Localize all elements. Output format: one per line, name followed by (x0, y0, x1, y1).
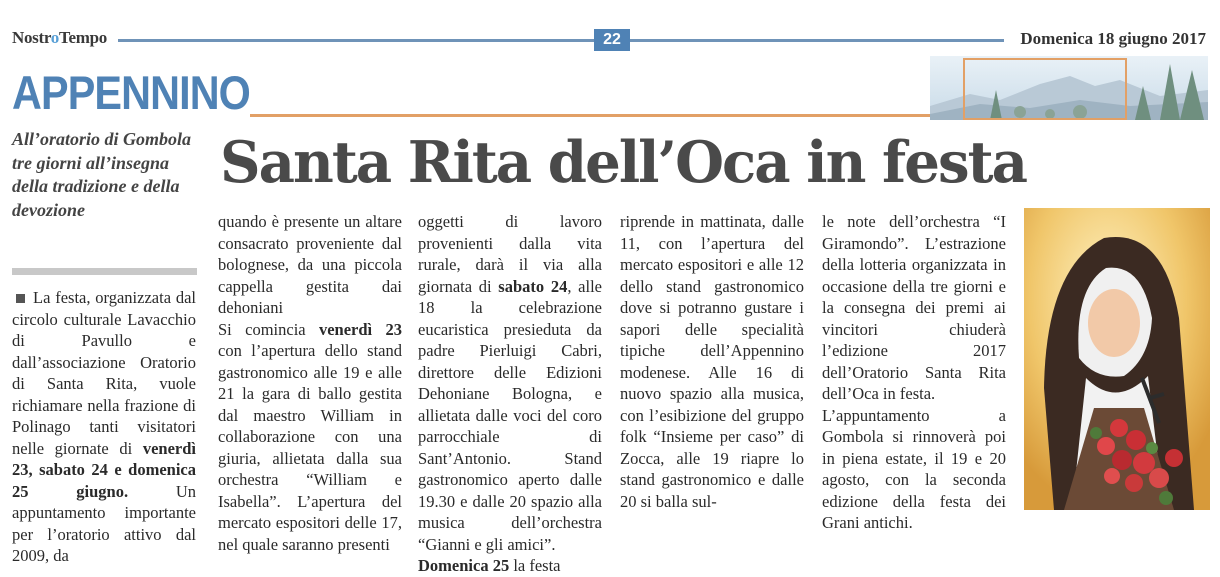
issue-date: Domenica 18 giugno 2017 (1020, 29, 1206, 48)
header-photo-frame (963, 58, 1127, 120)
headline: Santa Rita dell’Oca in festa (220, 129, 1026, 196)
masthead-rule-left (118, 39, 594, 42)
bullet-icon (16, 294, 25, 303)
article-column-3 (418, 211, 602, 577)
masthead (0, 26, 1220, 56)
masthead-rule-right (630, 39, 1004, 42)
paragraph: oggetti di lavoro provenienti dalla vita rurale, darà il via alla giornata di sabato 24, alle 18 la celebrazione eucaristica presieduta da padre Pierluigi Cabri, direttore delle Edizioni Dehoniane Bologna, e allietata dalle voci del coro parrocchiale di Sant’Antonio. Stand gastronomico aperto dalle 19.30 e dalle 20 spazio alla musica dell’orchestra “Gianni e gli amici”. (418, 212, 602, 554)
brand-logo: NostroTempo (12, 28, 107, 47)
subtitle-rule (12, 268, 197, 275)
paragraph: Si comincia venerdì 23 con l’apertura dello stand gastronomico alle 19 e alle 21 la gara di ballo gestita dal maestro William in collaborazione con una giuria, allietata dalla sua orchestra “William e Isabella”. L’apertura del mercato espositori delle 17, nel quale saranno presenti (218, 319, 402, 554)
paragraph: riprende in mattinata, dalle 11, con l’apertura del mercato espositori e alle 12 dello stand gastronomico dove si potranno gustare i sapori delle specialità tipiche dell’Appennino modenese. Alle 16 di nuovo spazio alla musica, con l’esibizione del gruppo folk “Insieme per caso” di Zocca, alle 19 riapre lo stand gastronomico e dalle 20 si balla sul- (620, 212, 804, 511)
page-number: 22 (594, 29, 630, 51)
subtitle: All’oratorio di Gombola tre giorni all’insegna della tradizione e della devozione (12, 129, 192, 220)
paragraph: le note dell’orchestra “I Giramondo”. L’estrazione della lotteria organizzata in occasione della tre giorni e la consegna dei premi ai vincitori chiuderà l’edizione 2017 dell’Oratorio Santa Rita dell’Oca in festa. (822, 212, 1006, 403)
section-title: APPENNINO (12, 66, 250, 119)
paragraph: La festa, organizzata dal circolo culturale Lavacchio di Pavullo e dall’associazione Oratorio di Santa Rita, vuole richiamare nella frazione di Polinago tanti visitatori nelle giornate di venerdì 23, sabato 24 e domenica 25 giugno. Un appuntamento importante per l’oratorio attivo dal 2009, da (12, 288, 197, 565)
paragraph: L’appuntamento a Gombola si rinnoverà poi in piena estate, il 19 e 20 agosto, con la seconda edizione della festa dei Grani antichi. (822, 405, 1006, 532)
article-column-1 (12, 287, 196, 567)
article-column-2 (218, 211, 402, 555)
paragraph: quando è presente un altare consacrato proveniente dal bolognese, da una piccola cappella gestita dai dehoniani (218, 212, 402, 317)
saint-portrait (1024, 208, 1210, 510)
article-column-5 (822, 211, 1006, 534)
article-column-4 (620, 211, 804, 512)
section-rule (250, 114, 960, 117)
paragraph: Domenica 25 la festa (418, 556, 561, 575)
